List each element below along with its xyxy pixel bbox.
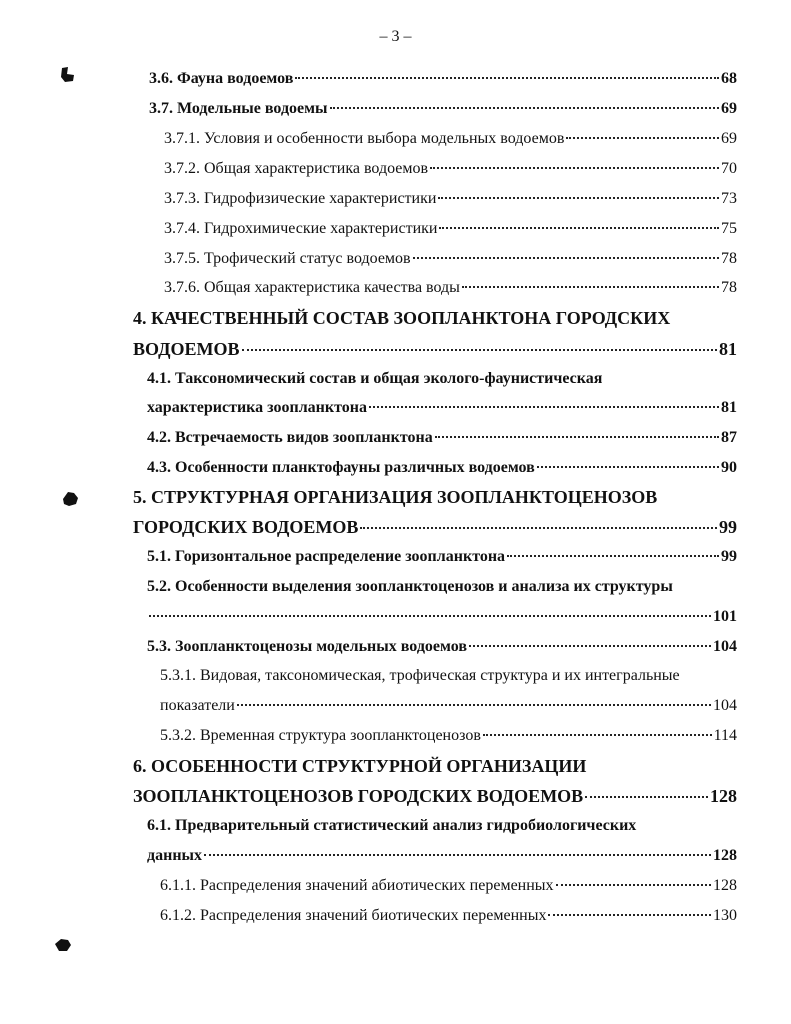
toc-entry-page: 70 bbox=[721, 160, 737, 177]
toc-entry[interactable] bbox=[164, 249, 737, 269]
toc-entry-page: 78 bbox=[721, 250, 737, 267]
ink-blot-icon bbox=[52, 935, 74, 955]
toc-entry[interactable] bbox=[164, 278, 737, 298]
toc-entry[interactable] bbox=[147, 846, 737, 866]
toc-entry-title: 4.2. Встречаемость видов зоопланктона bbox=[147, 429, 433, 446]
toc-chapter-line: 5. СТРУКТУРНАЯ ОРГАНИЗАЦИЯ ЗООПЛАНКТОЦЕНОЗОВ bbox=[133, 487, 658, 507]
toc-entry-page: 81 bbox=[721, 399, 737, 416]
toc-chapter-line: 6. ОСОБЕННОСТИ СТРУКТУРНОЙ ОРГАНИЗАЦИИ bbox=[133, 756, 587, 776]
toc-section-line: 6.1. Предварительный статистический анализ гидробиологических bbox=[147, 817, 637, 834]
dot-leader bbox=[149, 615, 711, 617]
dot-leader bbox=[360, 527, 717, 529]
toc-entry-page: 128 bbox=[713, 847, 737, 864]
toc-entry-title: 3.7. Модельные водоемы bbox=[149, 100, 328, 117]
toc-entry-page: 128 bbox=[710, 786, 737, 806]
toc-entry[interactable] bbox=[147, 607, 737, 627]
page-number: – 3 – bbox=[379, 28, 412, 45]
toc-entry-title: характеристика зоопланктона bbox=[147, 399, 367, 416]
toc-entry[interactable] bbox=[160, 906, 737, 926]
toc-entry-page: 101 bbox=[713, 608, 737, 625]
toc-section-line: 4.1. Таксономический состав и общая эколого-фаунистическая bbox=[147, 370, 603, 387]
toc-entry-title: 3.7.1. Условия и особенности выбора модельных водоемов bbox=[164, 130, 565, 147]
toc-entry-title: 3.7.5. Трофический статус водоемов bbox=[164, 250, 411, 267]
dot-leader bbox=[242, 349, 718, 351]
toc-section-line: 5.2. Особенности выделения зоопланктоценозов и анализа их структуры bbox=[147, 578, 673, 595]
toc-entry[interactable] bbox=[147, 547, 737, 567]
dot-leader bbox=[439, 227, 719, 229]
toc-entry[interactable] bbox=[160, 696, 737, 716]
toc-entry-page: 99 bbox=[721, 548, 737, 565]
toc-entry[interactable] bbox=[164, 159, 737, 179]
toc-entry-page: 99 bbox=[719, 517, 737, 537]
dot-leader bbox=[430, 167, 719, 169]
toc-entry[interactable] bbox=[164, 129, 737, 149]
toc-subsection-line: 5.3.1. Видовая, таксономическая, трофическая структура и их интегральные bbox=[160, 667, 680, 684]
toc-entry[interactable] bbox=[133, 339, 737, 359]
dot-leader bbox=[507, 555, 719, 557]
toc-entry-page: 69 bbox=[721, 130, 737, 147]
toc-entry-title: 3.6. Фауна водоемов bbox=[149, 70, 294, 87]
toc-entry-title: 5.1. Горизонтальное распределение зоопланктона bbox=[147, 548, 506, 565]
toc-entry-title: 3.7.4. Гидрохимические характеристики bbox=[164, 220, 438, 237]
toc-entry-title: данных bbox=[147, 847, 203, 864]
toc-entry[interactable] bbox=[149, 69, 737, 89]
toc-entry-page: 69 bbox=[721, 100, 737, 117]
dot-leader bbox=[369, 406, 719, 408]
dot-leader bbox=[469, 645, 711, 647]
toc-entry-page: 81 bbox=[719, 339, 737, 359]
toc-entry-page: 114 bbox=[713, 727, 737, 744]
toc-entry-page: 90 bbox=[721, 459, 737, 476]
dot-leader bbox=[438, 197, 719, 199]
toc-entry-page: 75 bbox=[721, 220, 737, 237]
toc-entry-page: 73 bbox=[721, 190, 737, 207]
ink-blot-icon bbox=[58, 66, 80, 86]
toc-entry-title: 4.3. Особенности планктофауны различных водоемов bbox=[147, 459, 535, 476]
toc-entry[interactable] bbox=[147, 637, 737, 657]
toc-entry[interactable] bbox=[164, 189, 737, 209]
toc-entry[interactable] bbox=[160, 876, 737, 896]
toc-entry[interactable] bbox=[147, 398, 737, 418]
dot-leader bbox=[483, 734, 712, 736]
dot-leader bbox=[556, 884, 711, 886]
toc-entry-page: 87 bbox=[721, 429, 737, 446]
toc-entry-page: 78 bbox=[721, 279, 737, 296]
toc-entry-title: 6.1.1. Распределения значений абиотических переменных bbox=[160, 877, 554, 894]
dot-leader bbox=[537, 466, 719, 468]
toc-entry-title: ГОРОДСКИХ ВОДОЕМОВ bbox=[133, 517, 359, 537]
toc-entry-title: показатели bbox=[160, 697, 235, 714]
toc-entry-title: 3.7.2. Общая характеристика водоемов bbox=[164, 160, 429, 177]
toc-entry-title: 6.1.2. Распределения значений биотических переменных bbox=[160, 907, 547, 924]
dot-leader bbox=[204, 854, 711, 856]
toc-entry[interactable] bbox=[147, 458, 737, 478]
dot-leader bbox=[548, 914, 711, 916]
toc-entry-title: 5.3.2. Временная структура зоопланктоценозов bbox=[160, 727, 481, 744]
dot-leader bbox=[295, 77, 719, 79]
dot-leader bbox=[462, 286, 719, 288]
toc-entry-title: 5.3. Зоопланктоценозы модельных водоемов bbox=[147, 638, 467, 655]
dot-leader bbox=[566, 137, 719, 139]
toc-entry-title: ЗООПЛАНКТОЦЕНОЗОВ ГОРОДСКИХ ВОДОЕМОВ bbox=[133, 786, 584, 806]
toc-entry[interactable] bbox=[164, 219, 737, 239]
toc-entry[interactable] bbox=[133, 517, 737, 537]
dot-leader bbox=[413, 257, 719, 259]
toc-entry-page: 104 bbox=[713, 638, 737, 655]
toc-entry-page: 130 bbox=[713, 907, 737, 924]
toc-entry[interactable] bbox=[149, 99, 737, 119]
toc-entry-title: ВОДОЕМОВ bbox=[133, 339, 240, 359]
toc-entry[interactable] bbox=[160, 726, 737, 746]
ink-blot-icon bbox=[60, 489, 82, 509]
toc-chapter-line: 4. КАЧЕСТВЕННЫЙ СОСТАВ ЗООПЛАНКТОНА ГОРОДСКИХ bbox=[133, 308, 671, 328]
toc-entry-page: 128 bbox=[713, 877, 737, 894]
toc-entry-title: 3.7.6. Общая характеристика качества воды bbox=[164, 279, 460, 296]
dot-leader bbox=[330, 107, 719, 109]
dot-leader bbox=[585, 796, 708, 798]
toc-entry-page: 104 bbox=[713, 697, 737, 714]
dot-leader bbox=[435, 436, 719, 438]
toc-entry[interactable] bbox=[133, 786, 737, 806]
toc-entry-page: 68 bbox=[721, 70, 737, 87]
toc-entry[interactable] bbox=[147, 428, 737, 448]
dot-leader bbox=[237, 704, 711, 706]
toc-entry-title: 3.7.3. Гидрофизические характеристики bbox=[164, 190, 437, 207]
